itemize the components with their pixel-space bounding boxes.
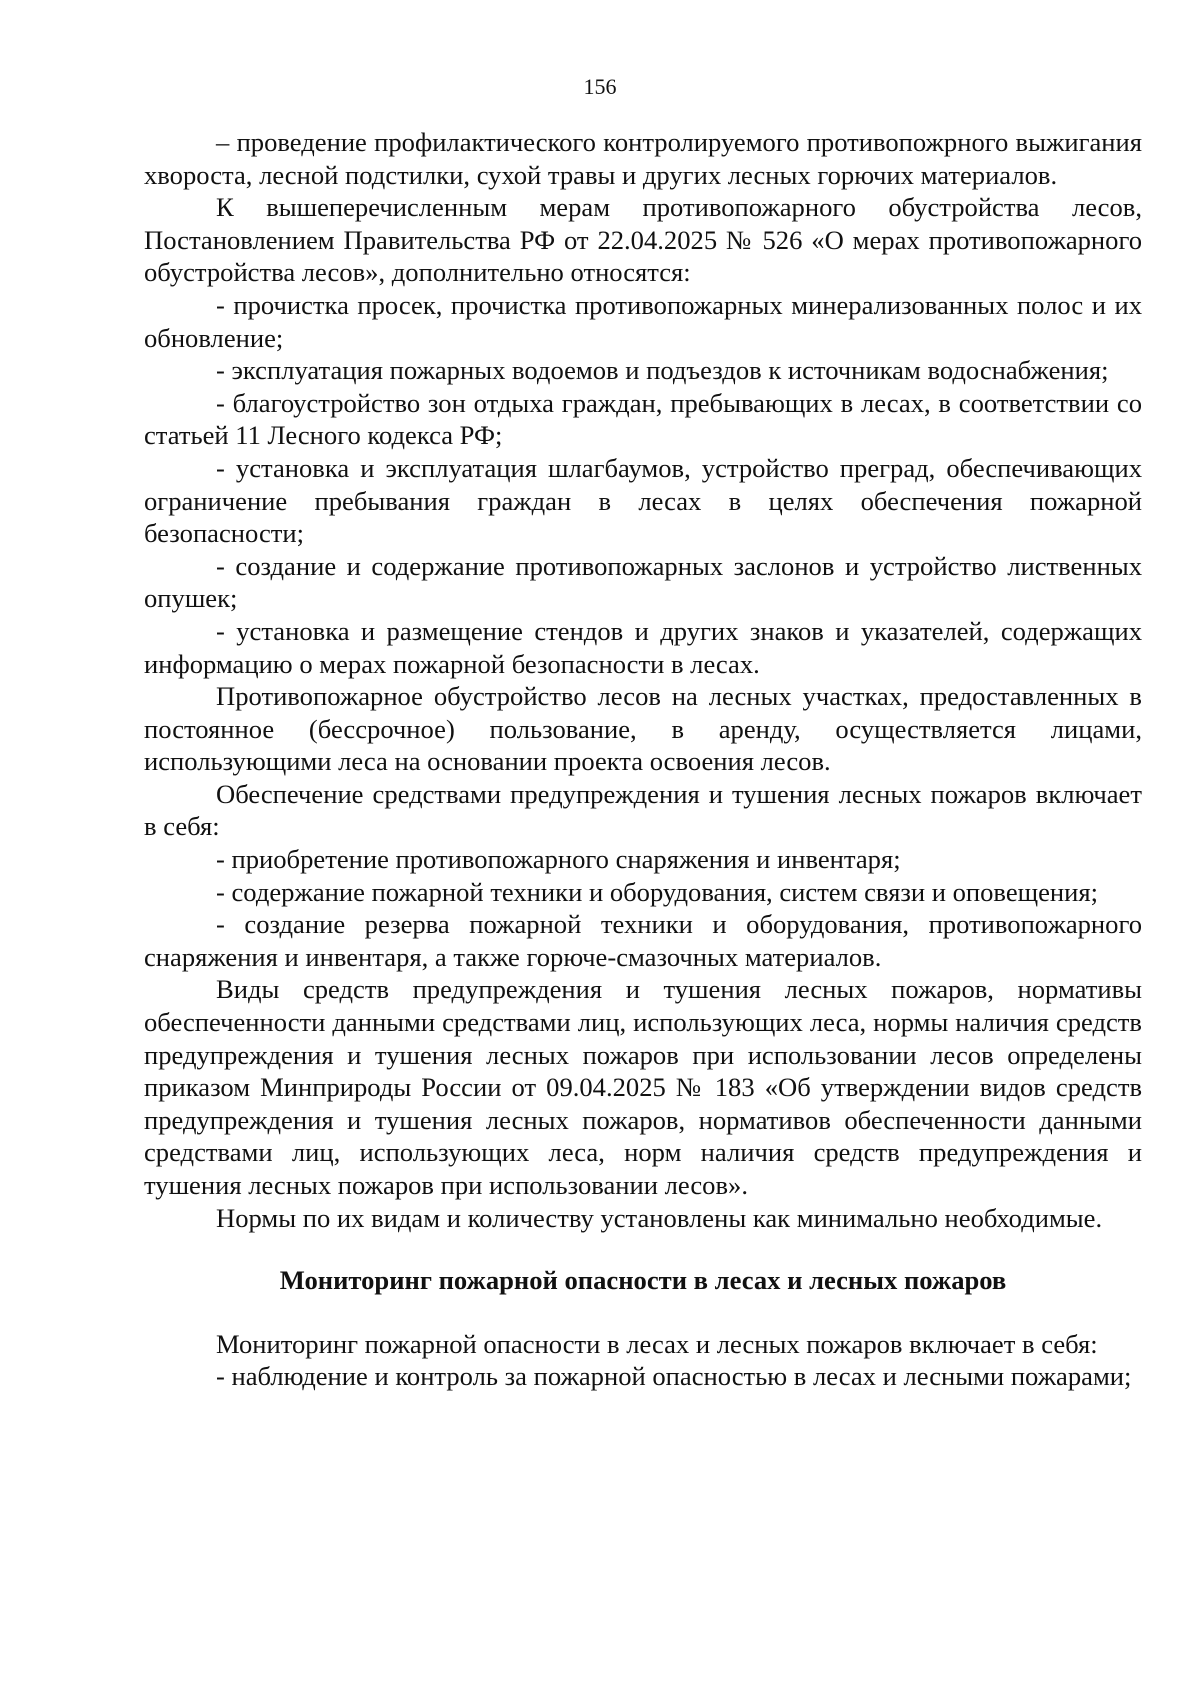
list-item-observation: - наблюдение и контроль за пожарной опасностью в лесах и лесными пожарами; — [216, 1361, 1132, 1392]
page-number: 156 — [583, 74, 617, 99]
list-item-clearing: - прочистка просек, прочистка противопожарных минерализованных полос и их обновление; — [144, 289, 1142, 353]
paragraph-additional-measures: К вышеперечисленным мерам противопожарного обустройства лесов, Постановлением Правительства РФ от 22.04.2025 № 526 «О мерах противопожарного обустройства лесов», дополнительно относятся: — [144, 192, 1142, 288]
document-body — [144, 126, 1142, 1393]
list-item-firebreaks: - создание и содержание противопожарных заслонов и устройство лиственных опушек; — [144, 550, 1142, 614]
list-item-controlled-burning: – проведение профилактического контролируемого противопожрного выжигания хвороста, лесной подстилки, сухой травы и других лесных горючих материалов. — [144, 127, 1142, 190]
list-item-information-stands: - установка и размещение стендов и других знаков и указателей, содержащих информацию о мерах пожарной безопасности в лесах. — [144, 615, 1142, 679]
list-item-maintain-equipment: - содержание пожарной техники и оборудования, систем связи и оповещения; — [216, 876, 1098, 907]
paragraph-norms: Нормы по их видам и количеству установлены как минимально необходимые. — [216, 1202, 1103, 1233]
paragraph-leased-plots: Противопожарное обустройство лесов на лесных участках, предоставленных в постоянное (бессрочное) пользование, в аренду, осуществляется лицами, использующими леса на основании проекта освоения лесов. — [144, 681, 1142, 777]
paragraph-order-reference: Виды средств предупреждения и тушения лесных пожаров, нормативы обеспеченности данными средствами лиц, использующих леса, нормы наличия средств предупреждения и тушения лесных пожаров при использовании лесов определены приказом Минприроды России от 09.04.2025 № 183 «Об утверждении видов средств предупреждения и тушения лесных пожаров, нормативов обеспеченности данными средствами лиц, использующих леса, норм наличия средств предупреждения и тушения лесных пожаров при использовании лесов». — [144, 974, 1142, 1200]
section-heading: Мониторинг пожарной опасности в лесах и лесных пожаров — [279, 1265, 1007, 1296]
list-item-reserve: - создание резерва пожарной техники и оборудования, противопожарного снаряжения и инвентаря, а также горюче-смазочных материалов. — [144, 909, 1142, 972]
list-item-purchase-equipment: - приобретение противопожарного снаряжения и инвентаря; — [216, 844, 901, 875]
paragraph-monitoring-intro: Мониторинг пожарной опасности в лесах и лесных пожаров включает в себя: — [216, 1328, 1098, 1359]
list-item-barriers: - установка и эксплуатация шлагбаумов, устройство преград, обеспечивающих ограничение пребывания граждан в лесах в целях обеспечения пожарной безопасности; — [144, 452, 1142, 549]
paragraph-equipment-provision: Обеспечение средствами предупреждения и тушения лесных пожаров включает в себя: — [144, 778, 1142, 842]
list-item-recreation-zones: - благоустройство зон отдыха граждан, пребывающих в лесах, в соответствии со статьей 11 Лесного кодекса РФ; — [144, 387, 1142, 451]
list-item-water-reservoirs: - эксплуатация пожарных водоемов и подъездов к источникам водоснабжения; — [216, 355, 1109, 386]
